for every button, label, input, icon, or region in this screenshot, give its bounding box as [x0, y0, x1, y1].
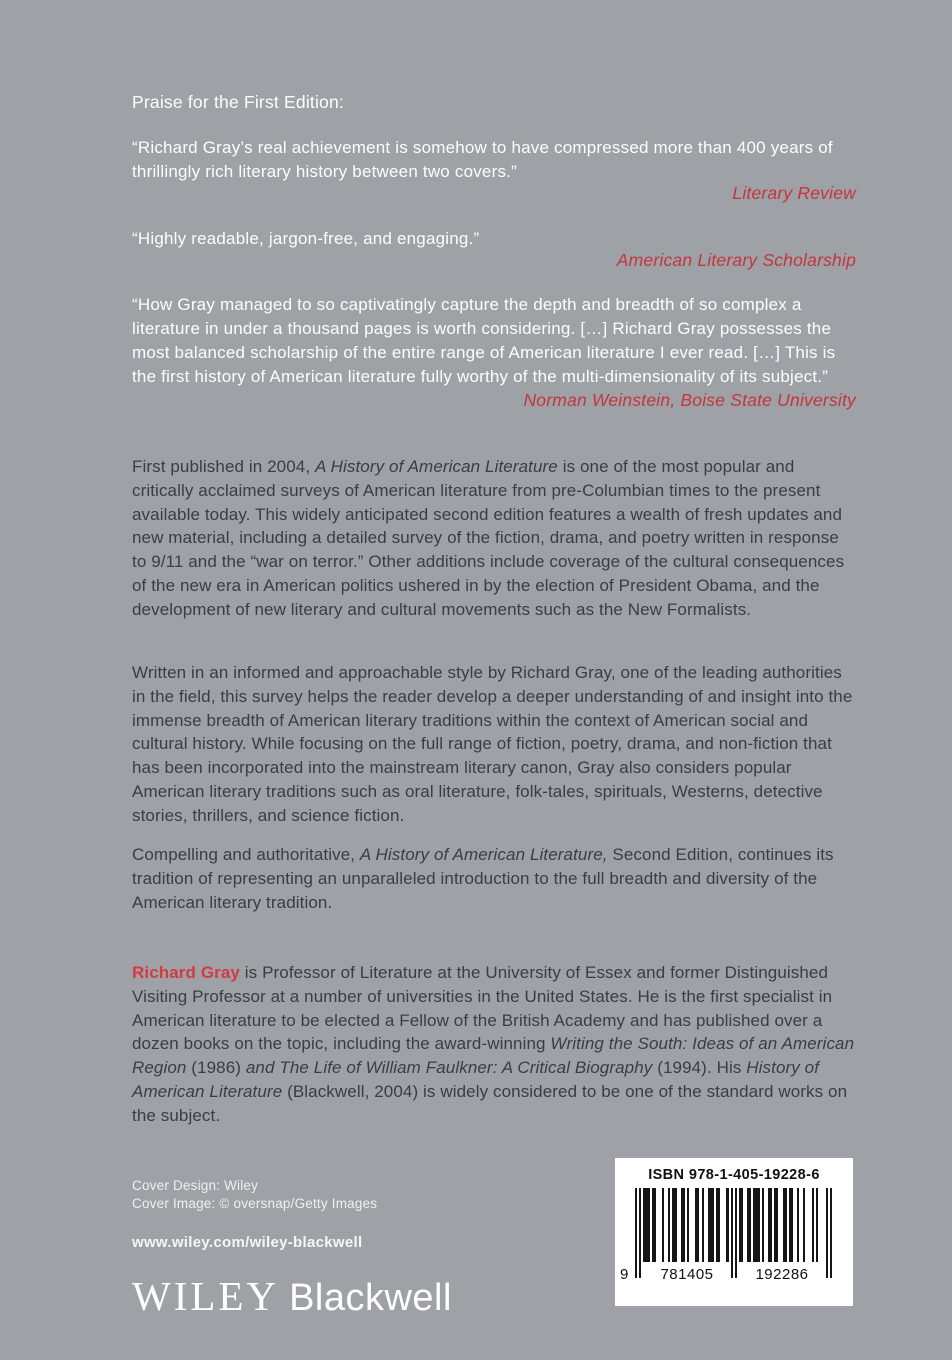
isbn-label: ISBN 978-1-405-19228-6	[648, 1167, 820, 1183]
barcode-digit-group2: 192286	[755, 1266, 809, 1283]
author-bio: Richard Gray is Professor of Literature at the University of Essex and former Distinguished Visiting Professor at a number of universities in the United States. He is the first specialist in American literature to be elected a Fellow of the British Academy and has published over a dozen books on the topic, including the award-winning Writing the South: Ideas of an American Region (1986) and The Life of William Faulkner: A Critical Biography (1994). His History of American Literature (Blackwell, 2004) is widely considered to be one of the standard works on the subject.	[132, 963, 855, 1125]
quote-text-2: “Highly readable, jargon-free, and engaging.”	[132, 229, 480, 248]
barcode-digit-left: 9	[620, 1266, 629, 1283]
cover-image-credit: Cover Image: © oversnap/Getty Images	[132, 1196, 378, 1211]
quote-text-3: “How Gray managed to so captivatingly capture the depth and breadth of so complex a literature in under a thousand pages is worth considering. […] Richard Gray possesses the most balanced scholarship of the entire range of American literature I ever read. […] This is the first history of American literature fully worthy of the multi-dimensionality of its subject.”	[132, 295, 836, 386]
quote-source-1: Literary Review	[732, 183, 856, 203]
quote-text-1: “Richard Gray’s real achievement is somehow to have compressed more than 400 years of thrillingly rich literary history between two covers.”	[132, 138, 833, 181]
description-paragraph-2: Written in an informed and approachable style by Richard Gray, one of the leading authorities in the field, this survey helps the reader develop a deeper understanding of and insight into the immense breadth of American literary traditions within the context of American social and cultural history. While focusing on the full range of fiction, poetry, drama, and non-fiction that has been incorporated into the mainstream literary canon, Gray also considers popular American literary traditions such as oral literature, folk-tales, spirituals, Westerns, detective stories, thrillers, and science fiction.	[132, 663, 853, 825]
description-paragraph-3: Compelling and authoritative, A History of American Literature, Second Edition, continues its tradition of representing an unparalleled introduction to the full breadth and diversity of the American literary tradition.	[132, 845, 834, 912]
barcode-digit-group1: 781405	[660, 1266, 714, 1283]
quote-source-2: American Literary Scholarship	[616, 250, 856, 270]
isbn-barcode	[615, 1158, 853, 1306]
praise-heading: Praise for the First Edition:	[132, 92, 344, 112]
barcode-digits	[620, 1264, 833, 1284]
blackwell-wordmark: Blackwell	[289, 1277, 452, 1319]
publisher-url: www.wiley.com/wiley-blackwell	[132, 1234, 363, 1251]
cover-design-credit: Cover Design: Wiley	[132, 1178, 259, 1193]
quote-source-3: Norman Weinstein, Boise State University	[523, 390, 856, 410]
barcode-bars	[635, 1188, 833, 1262]
wiley-wordmark: WILEY	[132, 1273, 280, 1319]
barcode-area	[620, 1188, 833, 1288]
description-paragraph-1: First published in 2004, A History of American Literature is one of the most popular and critically acclaimed surveys of American literature from pre-Columbian times to the present available today. This widely anticipated second edition features a wealth of fresh updates and new material, including a detailed survey of the fiction, drama, and poetry written in response to 9/11 and the “war on terror.” Other additions include coverage of the cultural consequences of the new era in American politics ushered in by the election of President Obama, and the development of new literary and cultural movements such as the New Formalists.	[132, 457, 845, 619]
